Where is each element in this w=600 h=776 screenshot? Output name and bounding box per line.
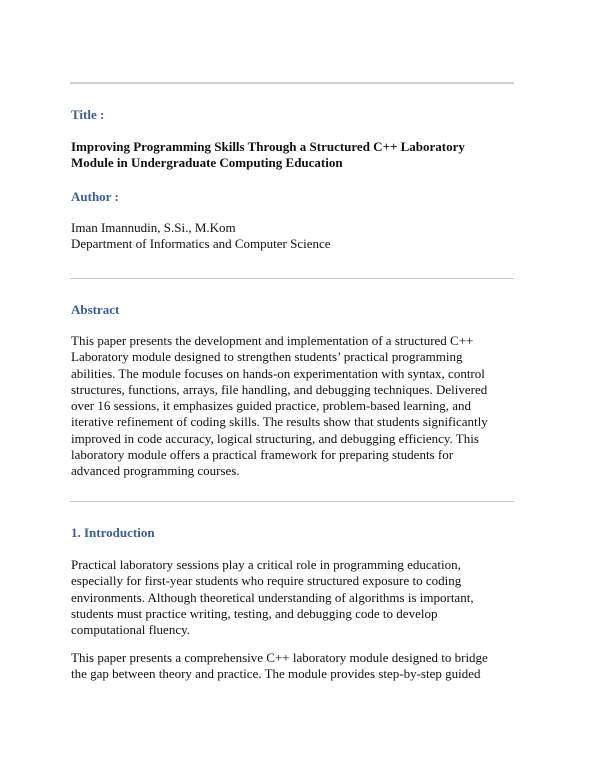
abstract-line: iterative refinement of coding skills. The results show that students significantly [71,414,488,430]
introduction-line: environments. Although theoretical understanding of algorithms is important, [71,589,474,605]
abstract-line: abilities. The module focuses on hands-on experimentation with syntax, control [71,365,485,381]
abstract-line: Laboratory module designed to strengthen students’ practical programming [71,349,463,365]
author-affiliation: Department of Informatics and Computer Science [71,236,331,251]
abstract-line: laboratory module offers a practical framework for preparing students for [71,447,454,463]
introduction-line: Practical laboratory sessions play a critical role in programming education, [71,557,461,572]
abstract-line: over 16 sessions, it emphasizes guided practice, problem-based learning, and [71,398,471,414]
abstract-body [71,333,517,480]
paper-title-line: Improving Programming Skills Through a Structured C++ Laboratory [71,139,465,154]
top-divider [70,82,514,84]
introduction-line: the gap between theory and practice. The module provides step-by-step guided [71,666,481,682]
introduction-paragraph [71,557,517,638]
abstract-line: advanced programming courses. [71,463,240,479]
introduction-line: students must practice writing, testing, and debugging code to develop [71,605,438,621]
abstract-line: structures, functions, arrays, file handling, and debugging techniques. Delivered [71,381,488,397]
title-heading: Title : [71,107,105,122]
author-name: Iman Imannudin, S.Si., M.Kom [71,220,236,235]
section-divider [70,278,514,279]
paper-title-line: Module in Undergraduate Computing Education [71,155,343,170]
abstract-line: improved in code accuracy, logical structuring, and debugging efficiency. This [71,430,479,446]
abstract-line: This paper presents the development and implementation of a structured C++ [71,333,474,348]
paper-title [71,139,511,171]
introduction-paragraph [71,650,517,683]
introduction-line: This paper presents a comprehensive C++ laboratory module designed to bridge [71,650,488,665]
introduction-line: especially for first-year students who require structured exposure to coding [71,573,462,589]
section-divider [70,501,514,502]
abstract-heading: Abstract [71,302,120,317]
introduction-line: computational fluency. [71,622,191,638]
introduction-heading: 1. Introduction [71,525,155,540]
author-heading: Author : [71,189,119,204]
